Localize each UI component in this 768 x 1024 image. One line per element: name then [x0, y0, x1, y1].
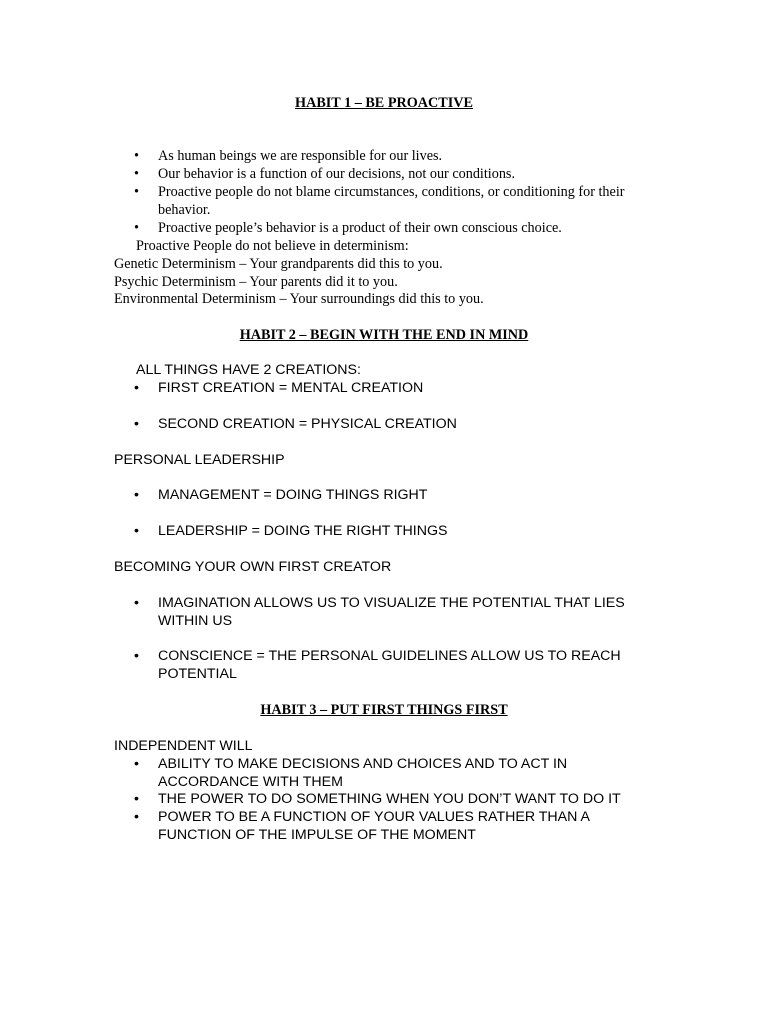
bullet-icon: •: [134, 220, 139, 236]
bullet-icon: •: [134, 148, 139, 164]
bullet-icon: •: [134, 487, 139, 503]
bullet-icon: •: [134, 416, 139, 432]
habit1-bullet-text: As human beings we are responsible for our lives.: [158, 148, 443, 164]
leadership-text: MANAGEMENT = DOING THINGS RIGHT: [158, 487, 428, 503]
leadership-label: PERSONAL LEADERSHIP: [114, 452, 285, 468]
habit1-bullet-text: Proactive people do not blame circumstances, conditions, or conditioning for their behavior.: [158, 184, 625, 218]
creator-bullet: [134, 647, 634, 683]
bullet-icon: •: [134, 380, 139, 396]
will-bullet: [134, 790, 654, 808]
determinism-line: Psychic Determinism – Your parents did it to you.: [114, 274, 398, 290]
habit1-bullet: [134, 165, 634, 183]
creator-label: BECOMING YOUR OWN FIRST CREATOR: [114, 559, 392, 575]
bullet-icon: •: [134, 184, 139, 200]
leadership-bullet: [134, 486, 634, 504]
creator-bullet: [134, 594, 654, 630]
will-bullet: [134, 755, 614, 791]
will-text: POWER TO BE A FUNCTION OF YOUR VALUES RATHER THAN A FUNCTION OF THE IMPULSE OF THE MOMENT: [158, 809, 590, 843]
will-bullet: [134, 808, 614, 844]
bullet-icon: •: [134, 791, 139, 807]
habit1-intro: Proactive People do not believe in determinism:: [136, 238, 409, 254]
bullet-icon: •: [134, 756, 139, 772]
creation-text: SECOND CREATION = PHYSICAL CREATION: [158, 416, 457, 432]
habit1-heading: HABIT 1 – BE PROACTIVE: [295, 95, 473, 111]
creation-text: FIRST CREATION = MENTAL CREATION: [158, 380, 424, 396]
bullet-icon: •: [134, 166, 139, 182]
habit1-bullet: [134, 183, 634, 219]
bullet-icon: •: [134, 523, 139, 539]
creator-text: IMAGINATION ALLOWS US TO VISUALIZE THE POTENTIAL THAT LIES WITHIN US: [158, 595, 625, 629]
bullet-icon: •: [134, 648, 139, 664]
determinism-line: Environmental Determinism – Your surroundings did this to you.: [114, 291, 484, 307]
habit3-heading: HABIT 3 – PUT FIRST THINGS FIRST: [260, 702, 508, 718]
habit1-bullet: [134, 147, 634, 165]
bullet-icon: •: [134, 809, 139, 825]
creation-bullet: [134, 379, 634, 397]
leadership-bullet: [134, 522, 634, 540]
creations-label: ALL THINGS HAVE 2 CREATIONS:: [136, 362, 361, 378]
determinism-line: Genetic Determinism – Your grandparents did this to you.: [114, 256, 443, 272]
habit1-bullet: [134, 219, 634, 237]
will-label: INDEPENDENT WILL: [114, 738, 253, 754]
will-text: ABILITY TO MAKE DECISIONS AND CHOICES AND TO ACT IN ACCORDANCE WITH THEM: [158, 756, 568, 790]
creation-bullet: [134, 415, 634, 433]
bullet-icon: •: [134, 595, 139, 611]
habit1-bullet-text: Proactive people’s behavior is a product of their own conscious choice.: [158, 220, 562, 236]
creator-text: CONSCIENCE = THE PERSONAL GUIDELINES ALLOW US TO REACH POTENTIAL: [158, 648, 621, 682]
habit1-bullet-text: Our behavior is a function of our decisions, not our conditions.: [158, 166, 515, 182]
will-text: THE POWER TO DO SOMETHING WHEN YOU DON’T WANT TO DO IT: [158, 791, 621, 807]
leadership-text: LEADERSHIP = DOING THE RIGHT THINGS: [158, 523, 448, 539]
habit2-heading: HABIT 2 – BEGIN WITH THE END IN MIND: [239, 327, 529, 343]
